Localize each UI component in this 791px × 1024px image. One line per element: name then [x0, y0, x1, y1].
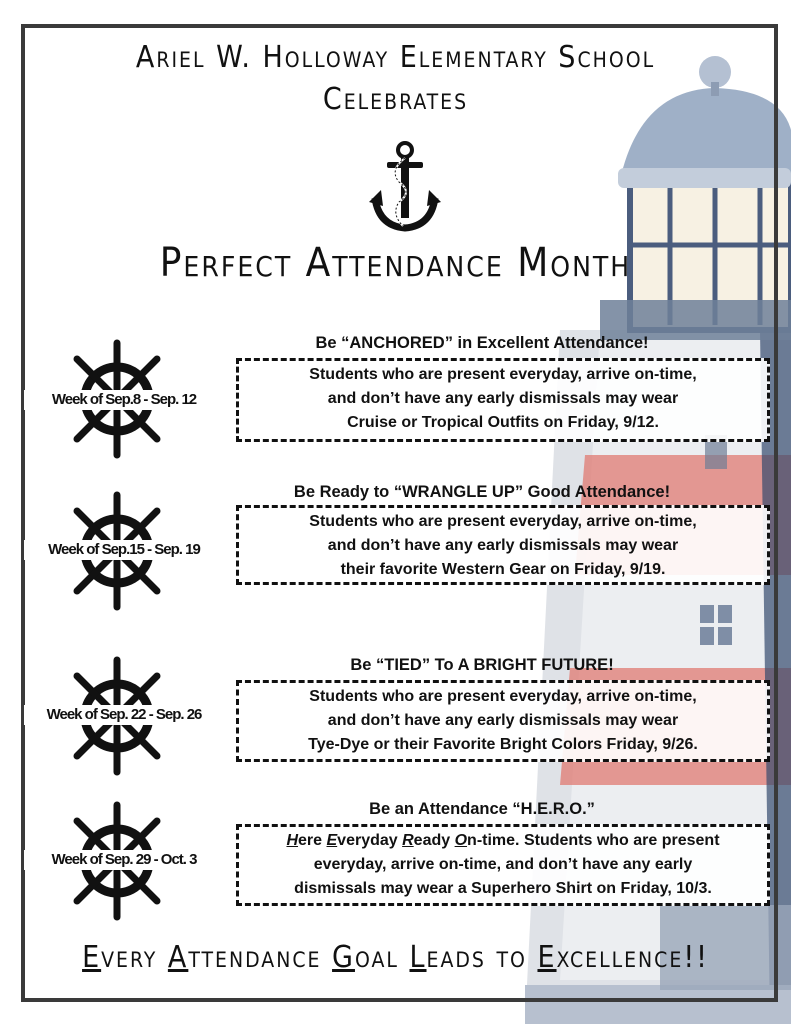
- footer-cap: G: [332, 940, 355, 975]
- text-line: Cruise or Tropical Outfits on Friday, 9/12.: [347, 414, 659, 431]
- hero-line: [245, 829, 761, 853]
- text-line: Students who are present everyday, arrive on-time,: [309, 513, 697, 530]
- text-line: Tye-Dye or their Favorite Bright Colors Friday, 9/26.: [308, 736, 698, 753]
- footer-cap: A: [167, 940, 189, 975]
- hero-text: eady: [413, 832, 455, 849]
- text-line: dismissals may wear a Superhero Shirt on Friday, 10/3.: [294, 880, 712, 897]
- hero-text: n-time. Students who are present: [467, 832, 720, 849]
- section-text-box: [236, 680, 770, 762]
- hero-letter: R: [402, 832, 414, 849]
- section-heading: Be an Attendance “H.E.R.O.”: [369, 800, 595, 818]
- text-line: and don’t have any early dismissals may wear: [327, 712, 679, 729]
- text-line: Students who are present everyday, arrive on-time,: [309, 366, 697, 383]
- hero-letter: H: [286, 832, 299, 849]
- school-name: Ariel W. Holloway Elementary School: [135, 40, 656, 75]
- hero-letter: E: [326, 832, 338, 849]
- section-text-box: [236, 824, 770, 906]
- section-heading: Be “TIED” To A BRIGHT FUTURE!: [350, 656, 614, 674]
- hero-text: ere: [298, 832, 327, 849]
- footer-cap: E: [537, 940, 557, 975]
- week-label: Week of Sep.15 - Sep. 19: [24, 540, 224, 560]
- text-line: everyday, arrive on-time, and don’t have any early: [313, 856, 693, 873]
- section-text-box: [236, 505, 770, 585]
- hero-text: veryday: [337, 832, 403, 849]
- week-label: Week of Sep.8 - Sep. 12: [24, 390, 224, 410]
- footer-text: oal: [354, 940, 410, 975]
- text-line: and don’t have any early dismissals may wear: [327, 390, 679, 407]
- footer-slogan: [0, 940, 791, 975]
- text-line: their favorite Western Gear on Friday, 9/19.: [340, 561, 666, 578]
- text-line: and don’t have any early dismissals may wear: [327, 537, 679, 554]
- footer-cap: E: [82, 940, 102, 975]
- section-text-box: [236, 358, 770, 442]
- footer-text: xcellence!!: [556, 940, 709, 975]
- anchor-icon: [369, 140, 441, 236]
- week-label: Week of Sep. 29 - Oct. 3: [24, 850, 224, 870]
- footer-text: ttendance: [188, 940, 333, 975]
- text-line: Students who are present everyday, arrive on-time,: [309, 688, 697, 705]
- footer-text: very: [101, 940, 168, 975]
- week-label: Week of Sep. 22 - Sep. 26: [24, 705, 224, 725]
- celebrates-text: Celebrates: [322, 82, 469, 117]
- section-heading: Be “ANCHORED” in Excellent Attendance!: [315, 334, 649, 352]
- footer-cap: L: [409, 940, 427, 975]
- page-title: Perfect Attendance Month: [159, 240, 632, 286]
- hero-letter: O: [454, 832, 468, 849]
- footer-text: eads to: [426, 940, 538, 975]
- section-heading: Be Ready to “WRANGLE UP” Good Attendance!: [293, 483, 671, 501]
